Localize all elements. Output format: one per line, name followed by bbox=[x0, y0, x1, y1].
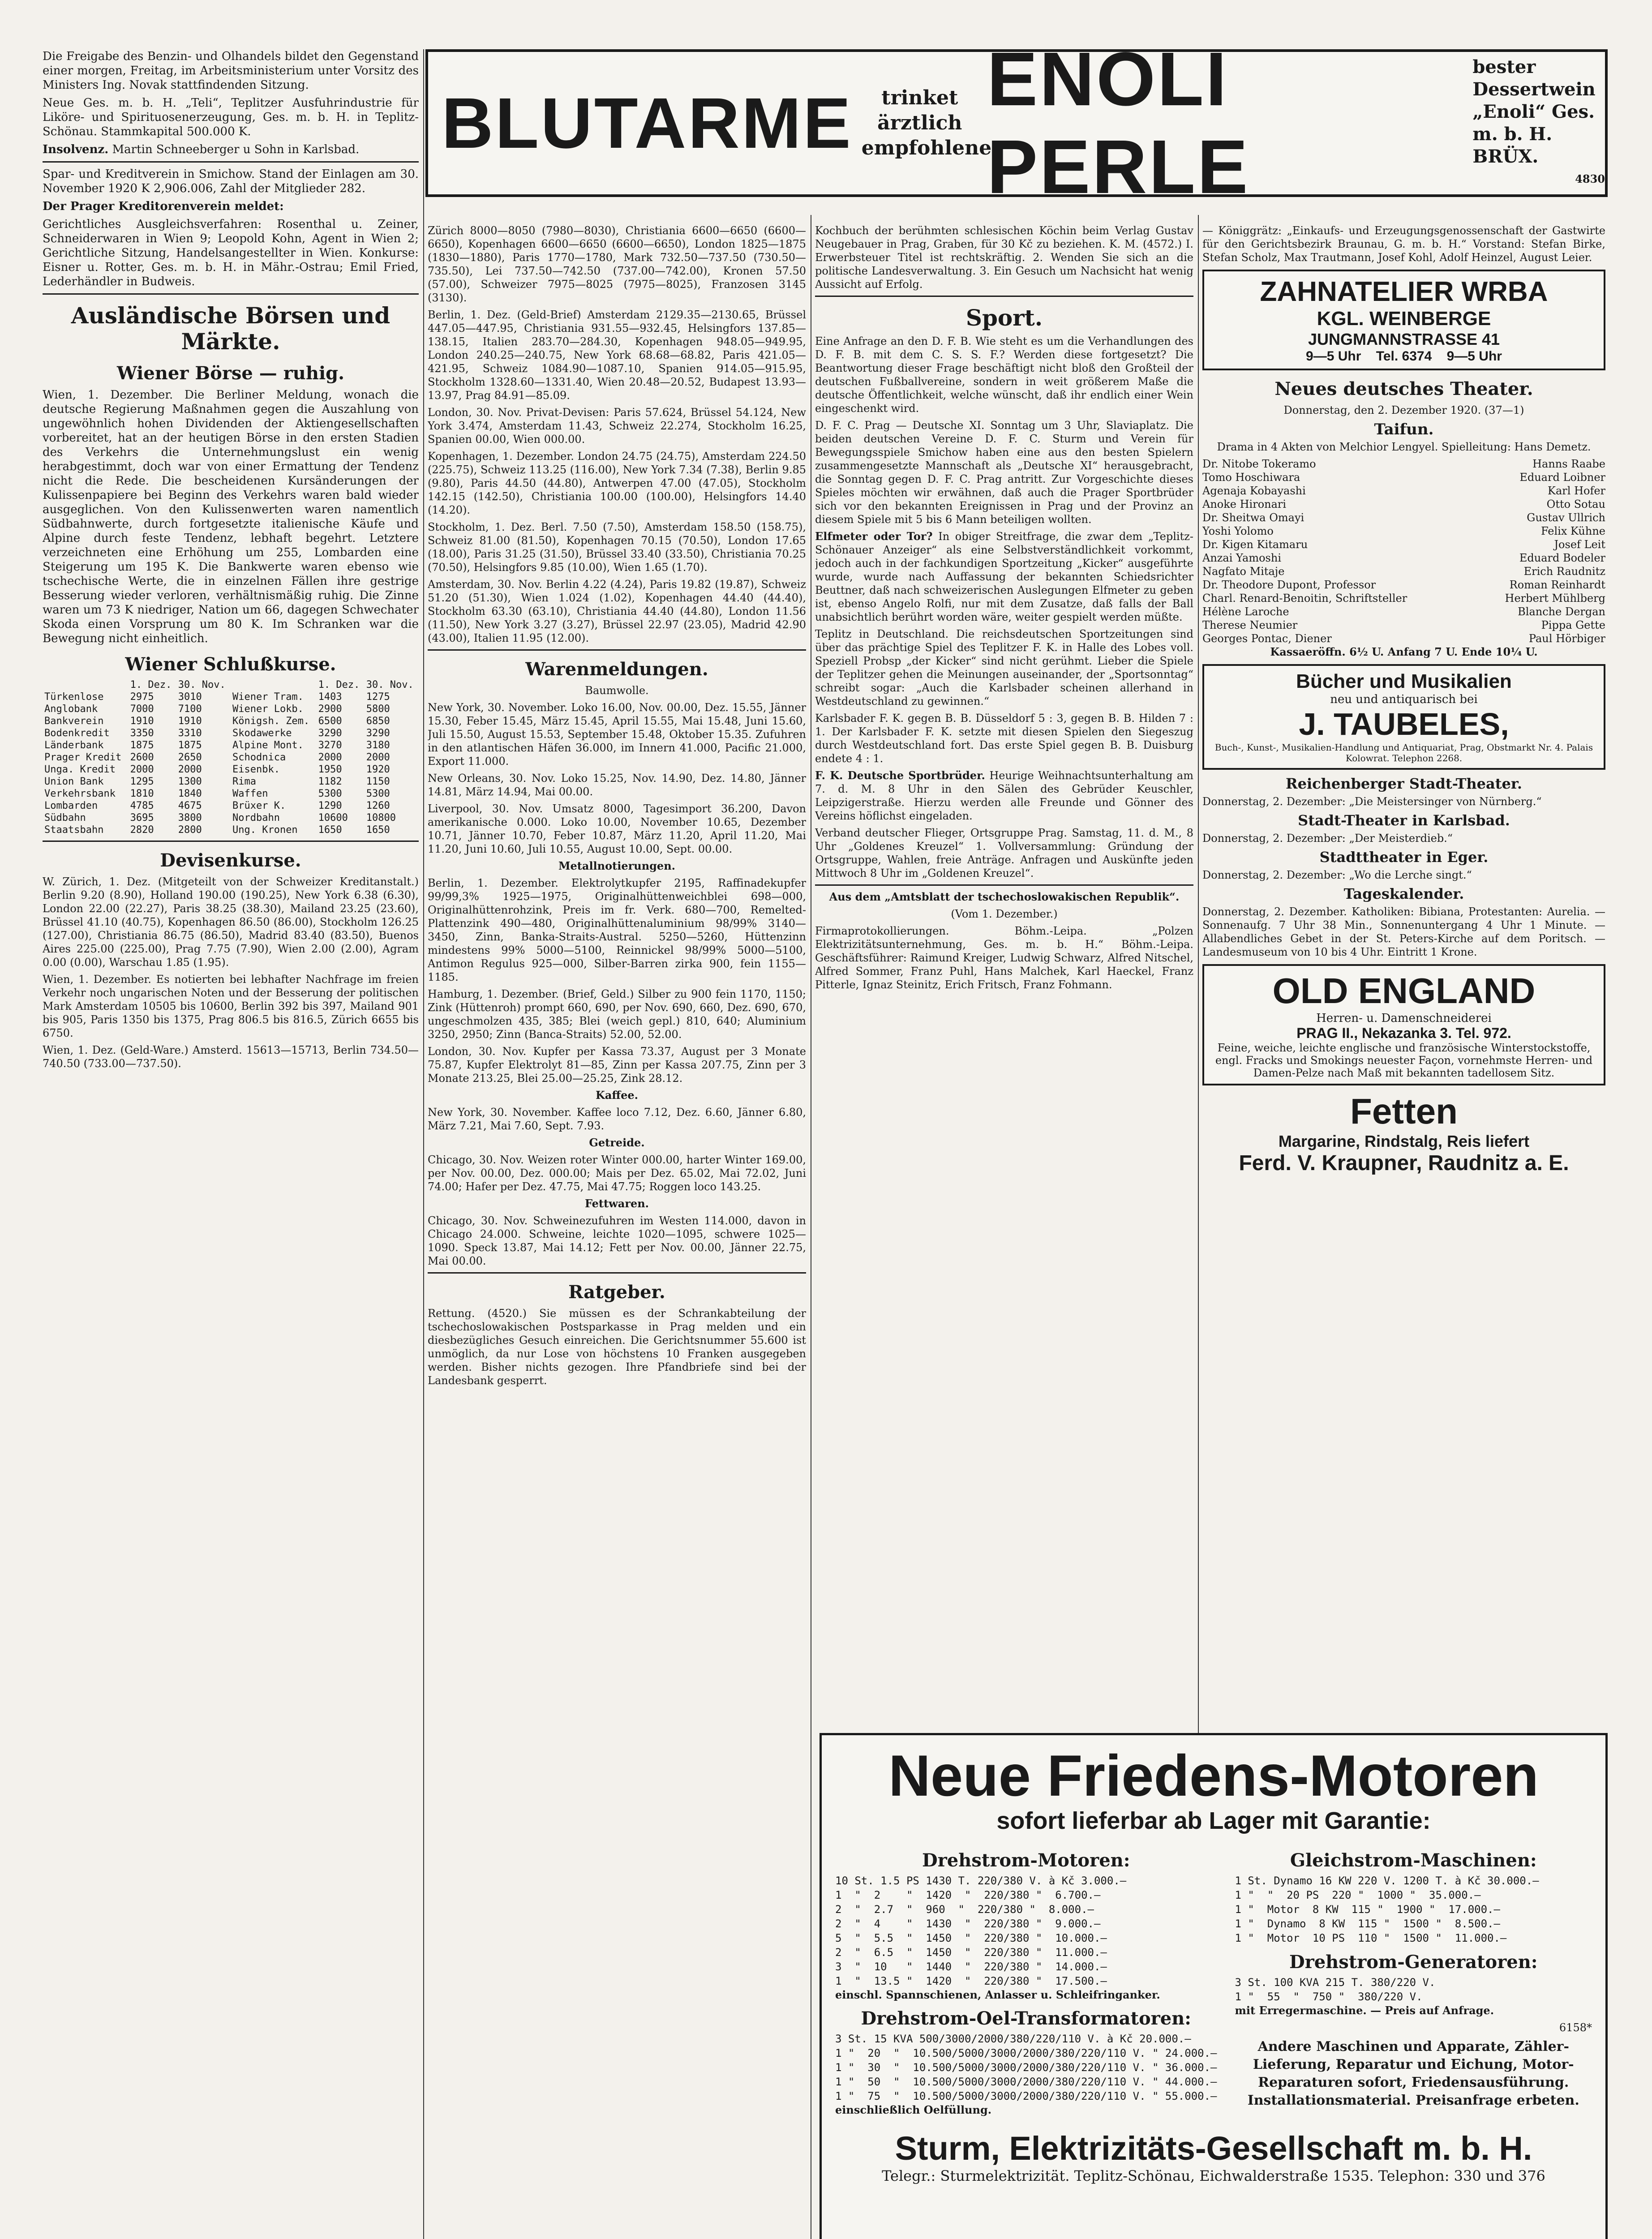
table-cell: Länderbank bbox=[44, 740, 104, 751]
fett-paragraph: Chicago, 30. Nov. Schweinezufuhren im Westen 114.000, davon in Chicago 24.000. Schweine, leichte 1020—1095, schwere 1025—1090. Speck 13.87, Mai 14.12; Fett per Nov. 00.00, Jänner 22.75, Mai 00.00. bbox=[428, 1214, 806, 1267]
cast-actor: Blanche Dergan bbox=[1518, 605, 1605, 618]
table-cell: Wiener Lokb. bbox=[232, 703, 304, 715]
table-cell: Alpine Mont. bbox=[232, 740, 304, 751]
cast-row bbox=[1202, 605, 1605, 618]
table-cell: 1260 bbox=[366, 800, 390, 811]
table-cell: Wiener Tram. bbox=[232, 691, 304, 703]
eilmeter-text: In obiger Streitfrage, die zwar dem „Teplitz-Schönauer Anzeiger“ als eine Selbstverständlichkeit vorkommt, jedoch auch in der fachkundigen Sportzeitung „Kicker“ ausgeführte wurde, wurde nach Auffassung der bekannten Schiedsrichter Beuttner, daß nach schweizerischen Auslegungen Elfmeter zu geben ist, ebenso Angelo Rolfi, nur mit dem Zusatze, daß falls der Ball unabsichtlich berührt worden wäre, weiter gespielt werden müßte. bbox=[815, 530, 1193, 623]
cast-row bbox=[1202, 538, 1605, 551]
table-cell: 1875 bbox=[130, 740, 154, 751]
motor-firm-addr: Telegr.: Sturmelektrizität. Teplitz-Schönau, Eichwalderstraße 1535. Telephon: 330 und 376 bbox=[882, 2167, 1545, 2184]
banner-word-blutarme: BLUTARME bbox=[442, 83, 853, 163]
list-item: 1 " 30 " 10.500/5000/3000/2000/380/220/110 V. " 36.000.— bbox=[835, 2061, 1217, 2074]
divider bbox=[428, 1272, 806, 1274]
table-cell: 2000 bbox=[318, 752, 342, 763]
zahn-hours: 9—5 Uhr Tel. 6374 9—5 Uhr bbox=[1306, 349, 1502, 364]
cast-actor: Eduard Bodeler bbox=[1519, 552, 1605, 564]
wien-paragraph: Wien, 1. Dezember. Die Berliner Meldung, wonach die deutsche Regierung Maßnahmen gegen die Auszahlung von ungewöhnlich hohen Dividenden der Aktiengesellschaften vorbereitet, hat an der heutigen Börse in den ersten Stadien des Verkehrs die Unternehmungslust ein wenig herabgestimmt, doch war von einer Ermattung der Tendenz nicht die Rede. Die bescheidenen Kursänderungen der Kulissenpapiere bei Beginn des Verkehrs waren bald wieder ausgeglichen. Von den Kulissenwerten waren namentlich Südbahnwerte, durch fortgesetzte italienische Käufe und Alpine durch feste Tendenz, lebhaft begehrt. Letztere verzeichneten eine Erhöhung um 255, Lombarden eine Steigerung um 195 K. Die Bankwerte waren ebenso wie tschechische Werte, die in einzelnen Fällen ihre gestrige Besserung wieder verloren, verhältnismäßig ruhig. Die Zinne waren um 73 K niedriger, Nation um 66, dagegen Schwechater Skoda einen Vorsprung um 80 K. Im Schranken war die Bewegung nicht einheitlich. bbox=[43, 388, 419, 645]
kb-title: Stadt-Theater in Karlsbad. bbox=[1298, 812, 1510, 829]
amtsblatt-title: Aus dem „Amtsblatt der tschechoslowakischen Republik“. bbox=[829, 890, 1180, 903]
theater-foot: Kassaeröffn. 6½ U. Anfang 7 U. Ende 10¼ U. bbox=[1270, 645, 1538, 658]
table-row bbox=[43, 824, 419, 836]
firms-paragraph: Neue Ges. m. b. H. „Teli“, Teplitzer Ausfuhrindustrie für Liköre- und Spirituosenerzeugung, Ges. m. b. H. in Teplitz-Schönau. Stammkapital 500.000 K. bbox=[43, 96, 419, 138]
table-cell: 2650 bbox=[178, 752, 202, 763]
table-cell: Brüxer K. bbox=[232, 800, 286, 811]
table-cell: Schodnica bbox=[232, 752, 286, 763]
theater-sub: Drama in 4 Akten von Melchior Lengyel. Spielleitung: Hans Demetz. bbox=[1217, 441, 1591, 453]
sport-title: Sport. bbox=[965, 305, 1043, 331]
column-1 bbox=[43, 49, 419, 1074]
cast-role: Dr. Kigen Kitamaru bbox=[1202, 538, 1308, 551]
theater-title: Neues deutsches Theater. bbox=[1274, 378, 1533, 399]
list-item: 1 " Motor 8 KW 115 " 1900 " 17.000.— bbox=[1235, 1903, 1500, 1916]
wien2-paragraph: Wien, 1. Dezember. Es notierten bei lebhafter Nachfrage im freien Verkehr noch ungarischen Noten und der Besserung der politischen Mark Amsterdam 10505 bis 10600, Berlin 392 bis 397, Mailand 901 bis 905, Paris 1350 bis 1375, Prag 806.5 bis 816.5, Zürich 6655 bis 6750. bbox=[43, 973, 419, 1039]
cast-row bbox=[1202, 471, 1605, 484]
table-cell: Bodenkredit bbox=[44, 728, 110, 739]
cast-actor: Eduard Loibner bbox=[1519, 471, 1605, 484]
verband-paragraph: Verband deutscher Flieger, Ortsgruppe Prag. Samstag, 11. d. M., 8 Uhr „Goldenes Kreuzel“ 1. Vollversammlung: Gründung der Ortsgruppe, Wahlen, freie Anträge. Anfragen und Auskünfte jeden Mittwoch 8 Uhr im „Goldenen Kreuzel“. bbox=[815, 827, 1193, 879]
table-cell: Südbahn bbox=[44, 812, 86, 824]
table-cell: 1840 bbox=[178, 788, 202, 799]
cast-actor: Hanns Raabe bbox=[1532, 458, 1605, 470]
amsterdam-paragraph: Amsterdam, 30. Nov. Berlin 4.22 (4.24), Paris 19.82 (19.87), Schweiz 51.20 (51.30), Wien 1.024 (1.02), Kopenhagen 44.40 (44.40), Stockholm 63.30 (63.10), Christiania 44.40 (44.80), London 11.56 (11.50), New York 3.27 (3.27), Brüssel 22.97 (23.05), Madrid 42.90 (43.00), Italien 11.95 (12.00). bbox=[428, 578, 806, 644]
cast-actor: Gustav Ullrich bbox=[1527, 511, 1605, 524]
schluss-title: Wiener Schlußkurse. bbox=[125, 654, 336, 675]
buch-name: J. TAUBELES, bbox=[1299, 707, 1509, 742]
list-item: 1 " 55 " 750 " 380/220 V. bbox=[1235, 1990, 1423, 2003]
table-header bbox=[43, 679, 419, 691]
oe-title: OLD ENGLAND bbox=[1272, 971, 1536, 1011]
old-england-ad bbox=[1202, 964, 1605, 1085]
table-cell: Staatsbahn bbox=[44, 824, 104, 836]
table-row bbox=[43, 812, 419, 824]
table-cell: 1910 bbox=[178, 716, 202, 727]
rb-text: Donnerstag, 2. Dezember: „Die Meistersinger von Nürnberg.“ bbox=[1202, 795, 1542, 808]
table-cell: 2820 bbox=[130, 824, 154, 836]
table-row bbox=[43, 727, 419, 739]
list-item: 1 " 75 " 10.500/5000/3000/2000/380/220/110 V. " 55.000.— bbox=[835, 2090, 1217, 2102]
table-cell: 1920 bbox=[366, 764, 390, 775]
table-cell: 3180 bbox=[366, 740, 390, 751]
table-cell: 1403 bbox=[318, 691, 342, 703]
cast-row bbox=[1202, 618, 1605, 632]
taubeles-ad bbox=[1202, 664, 1605, 770]
insolvency-head: Insolvenz. bbox=[43, 143, 109, 156]
theater-play: Taifun. bbox=[1374, 420, 1434, 438]
metall-title: Metallnotierungen. bbox=[558, 859, 676, 872]
cast-row bbox=[1202, 511, 1605, 524]
kg-paragraph: — Königgrätz: „Einkaufs- und Erzeugungsgenossenschaft der Gastwirte für den Gerichtsbezirk Braunau, G. m. b. H.“ Vorstand: Stefan Birke, Stefan Scholz, Max Trautmann, Josef Kohl, Adolf Heinzel, August Leier. bbox=[1202, 224, 1605, 264]
cast-role: Dr. Sheitwa Omayi bbox=[1202, 511, 1304, 524]
tk-title: Tageskalender. bbox=[1343, 885, 1464, 902]
column-2 bbox=[428, 224, 806, 1391]
kb-text: Donnerstag, 2. Dezember: „Der Meisterdieb.“ bbox=[1202, 832, 1453, 845]
hamburg-paragraph: Hamburg, 1. Dezember. (Brief, Geld.) Silber zu 900 fein 1170, 1150; Zink (Hüttenroh) prompt 660, 690, per Nov. 690, 660, Dez. 690, 670, ungeschmolzen 435, 385; Blei (weich gepl.) 810, 640; Aluminium 3250, 2950; Zinn (Banca-Straits) 52.00, 52.00. bbox=[428, 988, 806, 1041]
trafo-note: einschließlich Oelfüllung. bbox=[835, 2103, 992, 2116]
neworleans-paragraph: New Orleans, 30. Nov. Loko 15.25, Nov. 14.90, Dez. 14.80, Jänner 14.81, März 14.94, Mai 00.00. bbox=[428, 772, 806, 798]
table-cell: 5800 bbox=[366, 703, 390, 715]
table-cell: 1275 bbox=[366, 691, 390, 703]
kopenhagen-paragraph: Kopenhagen, 1. Dezember. London 24.75 (24.75), Amsterdam 224.50 (225.75), Schweiz 113.25 (116.00), New York 7.34 (7.38), Berlin 9.85 (9.80), Paris 44.50 (44.80), Antwerpen 47.00 (47.05), Stockholm 142.15 (142.50), Christiania 100.00 (100.00), Helsingfors 14.40 (14.20). bbox=[428, 450, 806, 516]
cast-actor: Pippa Gette bbox=[1541, 619, 1605, 631]
london-paragraph: London, 30. Nov. Privat-Devisen: Paris 57.624, Brüssel 54.124, New York 3.474, Amsterdam 11.43, Schweiz 22.274, Stockholm 16.25, Spanien 00.00, Wien 000.00. bbox=[428, 406, 806, 446]
rb-title: Reichenberger Stadt-Theater. bbox=[1286, 775, 1522, 792]
schluss-body bbox=[43, 691, 419, 836]
list-item: 1 " 13.5 " 1420 " 220/380 " 17.500.— bbox=[835, 1975, 1107, 1987]
cast-role: Hélène Laroche bbox=[1202, 605, 1289, 618]
london2-paragraph: London, 30. Nov. Kupfer per Kassa 73.37, August per 3 Monate 75.87, Kupfer Elektrolyt 81—85, Zinn per Kassa 207.75, Zinn per 3 Monate 213.25, Blei 25.00—25.25, Zink 28.12. bbox=[428, 1045, 806, 1085]
table-cell: Ung. Kronen bbox=[232, 824, 298, 836]
gleich-title: Gleichstrom-Maschinen: bbox=[1290, 1850, 1537, 1871]
kredit-head: Der Prager Kreditorenverein meldet: bbox=[43, 200, 284, 213]
banner-code: 4830 bbox=[1575, 172, 1605, 185]
table-row bbox=[43, 715, 419, 727]
intro-paragraph: Die Freigabe des Benzin- und Olhandels bildet den Gegenstand einer morgen, Freitag, im Arbeitsministerium unter Vorsitz des Ministers Ing. Novak stattfindenden Sitzung. bbox=[43, 50, 419, 92]
oe-addr: PRAG II., Nekazanka 3. Tel. 972. bbox=[1296, 1025, 1511, 1041]
cast-role: Dr. Nitobe Tokeramo bbox=[1202, 458, 1316, 470]
divider bbox=[428, 649, 806, 651]
eg-text: Donnerstag, 2. Dezember: „Wo die Lerche singt.“ bbox=[1202, 869, 1472, 881]
cast-role: Georges Pontac, Diener bbox=[1202, 632, 1332, 645]
table-row bbox=[43, 776, 419, 788]
table-cell: 3010 bbox=[178, 691, 202, 703]
table-cell: Lombarden bbox=[44, 800, 98, 811]
enoli-banner-ad bbox=[425, 37, 1608, 210]
banner-word-enoli: ENOLI PERLE bbox=[987, 37, 1250, 210]
cast-role: Yoshi Yolomo bbox=[1202, 525, 1274, 537]
cast-role: Therese Neumier bbox=[1202, 619, 1298, 631]
cast-row bbox=[1202, 578, 1605, 592]
buch-title: Bücher und Musikalien bbox=[1296, 670, 1512, 692]
list-item: 10 St. 1.5 PS 1430 T. 220/380 V. à Kč 3.000.— bbox=[835, 1874, 1127, 1887]
table-cell: Anglobank bbox=[44, 703, 98, 715]
table-cell: 1290 bbox=[318, 800, 342, 811]
liverpool-paragraph: Liverpool, 30. Nov. Umsatz 8000, Tagesimport 36.200, Davon amerikanische 0.000. Loko 10.00, November 10.65, Dezember 10.71, Jänner 10.70, Feber 10.87, März 11.20, April 11.20, Mai 11.20, Juni 10.60, Juli 10.55, August 10.00, Sept. 00.00. bbox=[428, 802, 806, 855]
dreh-list bbox=[835, 1874, 1217, 1988]
wien-title: Wiener Börse — ruhig. bbox=[116, 363, 345, 384]
cast-row bbox=[1202, 565, 1605, 578]
table-cell: Bankverein bbox=[44, 716, 104, 727]
table-cell: 3290 bbox=[366, 728, 390, 739]
list-item: 1 St. Dynamo 16 KW 220 V. 1200 T. à Kč 30.000.— bbox=[1235, 1874, 1539, 1887]
table-cell: Prager Kredit bbox=[44, 752, 122, 763]
table-cell: 3270 bbox=[318, 740, 342, 751]
cast-actor: Roman Reinhardt bbox=[1509, 579, 1605, 591]
th: 1. Dez. bbox=[130, 679, 172, 691]
table-cell: 3310 bbox=[178, 728, 202, 739]
fk-paragraph bbox=[815, 769, 1193, 823]
cast-role: Tomo Hoschiwara bbox=[1202, 471, 1300, 484]
column-rule-1 bbox=[423, 49, 424, 2239]
list-item: 1 " 20 " 10.500/5000/3000/2000/380/220/110 V. " 24.000.— bbox=[835, 2047, 1217, 2059]
fk-text: Heurige Weihnachtsunterhaltung am 7. d. M. 8 Uhr in den Sälen des Gebrüder Keuschler, Leipzigerstraße. Hierzu werden alle Freunde und Gönner des Vereins höflichst eingeladen. bbox=[815, 769, 1193, 822]
cast-actor: Otto Sotau bbox=[1546, 498, 1605, 510]
getreide-title: Getreide. bbox=[589, 1136, 645, 1149]
column-4 bbox=[1202, 224, 1605, 1724]
table-cell: 2000 bbox=[130, 764, 154, 775]
spar-paragraph: Spar- und Kreditverein in Smichow. Stand der Einlagen am 30. November 1920 K 2,906.006, Zahl der Mitglieder 282. bbox=[43, 167, 419, 195]
table-cell: 2000 bbox=[366, 752, 390, 763]
table-cell: 2800 bbox=[178, 824, 202, 836]
table-row bbox=[43, 788, 419, 800]
divider bbox=[43, 161, 419, 163]
waren-sub: Baumwolle. bbox=[585, 684, 649, 697]
amtsblatt-date: (Vom 1. Dezember.) bbox=[951, 908, 1058, 920]
list-item: 3 St. 15 KVA 500/3000/2000/380/220/110 V. à Kč 20.000.— bbox=[835, 2033, 1191, 2045]
list-item: 5 " 5.5 " 1450 " 220/380 " 10.000.— bbox=[835, 1932, 1107, 1944]
table-cell: 7100 bbox=[178, 703, 202, 715]
stockholm-paragraph: Stockholm, 1. Dez. Berl. 7.50 (7.50), Amsterdam 158.50 (158.75), Schweiz 81.00 (81.50), Kopenhagen 70.15 (70.50), London 17.65 (18.00), Paris 31.25 (31.50), Brüssel 33.40 (33.50), Christiania 70.25 (70.50), Helsingfors 9.85 (10.00), Wien 1.65 (1.70). bbox=[428, 521, 806, 574]
motor-left-column bbox=[835, 1844, 1217, 2120]
cast-role: Dr. Theodore Dupont, Professor bbox=[1202, 579, 1376, 591]
kaffee-paragraph: New York, 30. November. Kaffee loco 7.12, Dez. 6.60, Jänner 6.80, März 7.21, Mai 7.60, Sept. 7.93. bbox=[428, 1106, 806, 1132]
waren-title: Warenmeldungen. bbox=[525, 659, 708, 680]
th bbox=[43, 679, 129, 691]
motor-subtitle: sofort lieferbar ab Lager mit Garantie: bbox=[996, 1807, 1431, 1834]
devisen-title: Devisenkurse. bbox=[160, 850, 301, 871]
table-cell: 1810 bbox=[130, 788, 154, 799]
table-cell: Union Bank bbox=[44, 776, 104, 787]
cast-row bbox=[1202, 498, 1605, 511]
column-3 bbox=[815, 224, 1193, 1724]
table-row bbox=[43, 739, 419, 751]
table-cell: 3800 bbox=[178, 812, 202, 824]
sport2-paragraph: D. F. C. Prag — Deutsche XI. Sonntag um 3 Uhr, Slaviaplatz. Die beiden deutschen Vereine D. F. C. Sturm und Verein für Bewegungsspiele Smichow haben eine aus den besten Spielern zusammengesetzte Mannschaft als „Deutsche XI“ herausgebracht, die Sonntag gegen D. F. C. Prag antritt. Zur Vorgeschichte dieses Spieles möchten wir erwähnen, daß auch die Prager Sportbrüder sich vor den bekannten Ereignissen in Prag und der Provinz an diesem Spiele mit 5 bis 6 Mann beteiligen wollten. bbox=[815, 419, 1193, 526]
table-cell: 3695 bbox=[130, 812, 154, 824]
table-cell: Türkenlose bbox=[44, 691, 104, 703]
cast-row bbox=[1202, 524, 1605, 538]
list-item: 3 St. 100 KVA 215 T. 380/220 V. bbox=[1235, 1976, 1436, 1989]
table-cell: 1295 bbox=[130, 776, 154, 787]
cast-row bbox=[1202, 551, 1605, 565]
table-cell: Königsh. Zem. bbox=[232, 716, 310, 727]
motor-code: 6158* bbox=[1559, 2021, 1592, 2034]
th bbox=[231, 679, 317, 691]
boersen-paragraph: Zürich 8000—8050 (7980—8030), Christiania 6600—6650 (6600—6650), Kopenhagen 6600—6650 (6600—6650), London 1825—1875 (1830—1880), Paris 1770—1780, Mark 732.50—737.50 (730.50—735.50), Lei 737.50—742.50 (737.00—742.00), Kronen 57.50 (57.00), Schweizer 7975—8025 (7975—8025), Franzosen 3145 (3130). bbox=[428, 224, 806, 304]
table-cell: 2975 bbox=[130, 691, 154, 703]
dreh-note: einschl. Spannschienen, Anlasser u. Schleifringanker. bbox=[835, 1988, 1160, 2001]
theater-date: Donnerstag, den 2. Dezember 1920. (37—1) bbox=[1283, 404, 1524, 416]
insolvency-text: Martin Schneeberger u Sohn in Karlsbad. bbox=[112, 143, 360, 156]
list-item: 2 " 2.7 " 960 " 220/380 " 8.000.— bbox=[835, 1903, 1094, 1916]
wien3-paragraph: Wien, 1. Dez. (Geld-Ware.) Amsterd. 15613—15713, Berlin 734.50—740.50 (733.00—737.50). bbox=[43, 1044, 419, 1070]
th: 1. Dez. bbox=[318, 679, 360, 691]
table-cell: 4675 bbox=[178, 800, 202, 811]
cast-role: Anzai Yamoshi bbox=[1202, 552, 1281, 564]
table-cell: 10600 bbox=[318, 812, 348, 824]
table-cell: 6500 bbox=[318, 716, 342, 727]
list-item: 2 " 4 " 1430 " 220/380 " 9.000.— bbox=[835, 1917, 1101, 1930]
cast-list bbox=[1202, 457, 1605, 645]
motor-title: Neue Friedens-Motoren bbox=[888, 1743, 1539, 1808]
schluss-table bbox=[43, 679, 419, 836]
banner-right-text bbox=[1472, 56, 1605, 190]
table-cell: 10800 bbox=[366, 812, 396, 824]
eilmeter-title: Elfmeter oder Tor? bbox=[815, 530, 933, 543]
table-row bbox=[43, 751, 419, 763]
amtsblatt-paragraph: Firmaprotokollierungen. Böhm.-Leipa. „Polzen Elektrizitätsunternehmung, Ges. m. b. H.“ Böhm.-Leipa. Geschäftsführer: Raimund Kreiger, Ludwig Schwarz, Alfred Nitschel, Alfred Sommer, Franz Puhl, Hans Malchek, Karl Haeckel, Franz Pitterle, Ignaz Steinitz, Erich Fritsch, Franz Fohmann. bbox=[815, 925, 1193, 991]
divider bbox=[43, 841, 419, 842]
karlsbad-paragraph: Karlsbader F. K. gegen B. B. Düsseldorf 5 : 3, gegen B. B. Hilden 7 : 1. Der Karlsbader F. K. setzte mit diesen Spielen den Siegeszug durch Westdeutschland fort. Das erste Spiel gegen B. B. Duisburg endete 4 : 1. bbox=[815, 712, 1193, 765]
trafo-title: Drehstrom-Oel-Transformatoren: bbox=[861, 2008, 1192, 2029]
cast-row bbox=[1202, 457, 1605, 471]
table-cell: 4785 bbox=[130, 800, 154, 811]
table-cell: 1650 bbox=[318, 824, 342, 836]
banner-right-label: bester Dessertwein „Enoli“ Ges. m. b. H. BRÜX. bbox=[1472, 56, 1596, 167]
fetten-ad bbox=[1202, 1091, 1605, 1175]
roman-paragraph: Kochbuch der berühmten schlesischen Köchin beim Verlag Gustav Neugebauer in Prag, Graben, für 30 Kč zu beziehen. K. M. (4572.) I. Erwerbsteuer Titel ist rechtskräftig. 2. Wenden Sie sich an die politische Landesverwaltung. 3. Ein Gesuch um Nachsicht hat wenig Aussicht auf Erfolg. bbox=[815, 224, 1193, 291]
dreh-title: Drehstrom-Motoren: bbox=[922, 1850, 1130, 1871]
zahnatelier-ad bbox=[1202, 270, 1605, 370]
table-cell: 3350 bbox=[130, 728, 154, 739]
ratgeber-paragraph: Rettung. (4520.) Sie müssen es der Schrankabteilung der tschechoslowakischen Postsparkasse in Prag melden und ein diesbezügliches Gesuch einreichen. Die Gerichtsnummer 55.600 ist unmöglich, da nur Lose von höchstens 10 Franken ausgegeben werden. Bisher nichts gezogen. Ihre Pfandbriefe sind bei der Landesbank gesperrt. bbox=[428, 1307, 806, 1387]
table-row bbox=[43, 800, 419, 812]
trafo-list bbox=[835, 2032, 1217, 2103]
sport1-paragraph: Eine Anfrage an den D. F. B. Wie steht es um die Verhandlungen des D. F. B. mit dem C. S. S. F.? Werden diese fortgesetzt? Die Beantwortung dieser Frage beschäftigt nicht bloß den Großteil der deutschen Fußballvereine, sondern in weit größerem Maße die deutsche Öffentlichkeit, welche wünscht, daß ihr endlich einer Wein eingeschenkt wird. bbox=[815, 335, 1193, 415]
cast-actor: Herbert Mühlberg bbox=[1505, 592, 1605, 605]
cast-row bbox=[1202, 484, 1605, 498]
fett-title: Fettwaren. bbox=[584, 1197, 649, 1210]
table-cell: 2600 bbox=[130, 752, 154, 763]
fett-line: Margarine, Rindstalg, Reis liefert bbox=[1278, 1132, 1530, 1150]
table-cell: 7000 bbox=[130, 703, 154, 715]
table-cell: 1182 bbox=[318, 776, 342, 787]
buch-addr: Buch-, Kunst-, Musikalien-Handlung und Antiquariat, Prag, Obstmarkt Nr. 4. Palais Kolowrat. Telephon 2268. bbox=[1214, 742, 1593, 763]
table-cell: 6850 bbox=[366, 716, 390, 727]
insolvency-paragraph bbox=[43, 142, 419, 157]
motor-firm: Sturm, Elektrizitäts-Gesellschaft m. b. H. bbox=[895, 2130, 1532, 2167]
ratgeber-title: Ratgeber. bbox=[568, 1282, 665, 1303]
friedens-motoren-ad bbox=[820, 1733, 1608, 2239]
divider bbox=[815, 884, 1193, 886]
eg-title: Stadttheater in Eger. bbox=[1319, 849, 1489, 866]
kaffee-title: Kaffee. bbox=[595, 1089, 638, 1102]
table-cell: Eisenbk. bbox=[232, 764, 280, 775]
th: 30. Nov. bbox=[366, 679, 414, 691]
table-cell: 3290 bbox=[318, 728, 342, 739]
table-cell: Waffen bbox=[232, 788, 268, 799]
newyork-paragraph: New York, 30. November. Loko 16.00, Nov. 00.00, Dez. 15.55, Jänner 15.30, Feber 15.45, März 15.45, April 15.55, Mai 15.48, Juni 15.60, Juli 15.50, August 15.53, September 15.48, Oktober 15.35. Zufuhren in den atlantischen Häfen 36.000, im Innern 41.000, Pacific 21.000, Export 11.000. bbox=[428, 701, 806, 768]
motor-services: Andere Maschinen und Apparate, Zähler-Lieferung, Reparatur und Eichung, Motor-Reparaturen sofort, Friedensausführung. Installationsmaterial. Preisanfrage erbeten. bbox=[1247, 2039, 1579, 2108]
gen-list bbox=[1235, 1975, 1592, 2004]
cast-row bbox=[1202, 592, 1605, 605]
list-item: 1 " 2 " 1420 " 220/380 " 6.700.— bbox=[835, 1889, 1101, 1901]
oe-sub: Herren- u. Damenschneiderei bbox=[1316, 1012, 1492, 1025]
cast-row bbox=[1202, 632, 1605, 645]
cast-actor: Josef Leit bbox=[1554, 538, 1605, 551]
list-item: 1 " Dynamo 8 KW 115 " 1500 " 8.500.— bbox=[1235, 1917, 1500, 1930]
table-cell: 2000 bbox=[178, 764, 202, 775]
eilmeter-paragraph bbox=[815, 530, 1193, 624]
getreide-paragraph: Chicago, 30. Nov. Weizen roter Winter 000.00, harter Winter 169.00, per Nov. 00.00, Dez. 000.00; Mais per Dez. 65.02, Mai 72.02, Juni 74.00; Hafer per Dez. 47.75, Mai 47.75; Roggen loco 143.25. bbox=[428, 1154, 806, 1193]
table-cell: 1875 bbox=[178, 740, 202, 751]
divider bbox=[815, 296, 1193, 297]
table-cell: 1910 bbox=[130, 716, 154, 727]
zahn-name: ZAHNATELIER WRBA bbox=[1260, 276, 1548, 307]
th: 30. Nov. bbox=[178, 679, 226, 691]
table-cell: Nordbahn bbox=[232, 812, 280, 824]
list-item: 1 " " 20 PS 220 " 1000 " 35.000.— bbox=[1235, 1889, 1481, 1901]
gen-note: mit Erregermaschine. — Preis auf Anfrage. bbox=[1235, 2004, 1494, 2017]
table-cell: 5300 bbox=[366, 788, 390, 799]
cast-role: Charl. Renard-Benoitin, Schriftsteller bbox=[1202, 592, 1407, 605]
table-cell: 1650 bbox=[366, 824, 390, 836]
divider bbox=[43, 293, 419, 295]
cast-actor: Paul Hörbiger bbox=[1528, 632, 1605, 645]
fk-title: F. K. Deutsche Sportbrüder. bbox=[815, 769, 985, 782]
motor-right-column bbox=[1235, 1844, 1592, 2120]
metall-paragraph: Berlin, 1. Dezember. Elektrolytkupfer 2195, Raffinadekupfer 99/99,3% 1925—1975, Originalhüttenweichblei 698—000, Originalhüttenrohzink, Preis im fr. Verk. 680—700, Remelted-Plattenzink 490—480, Originalhüttenaluminium 98/99% 3140—3450, Zinn, Banka-Straits-Austral. 5250—5260, Hüttenzinn mindestens 99% 5000—5100, Reinnickel 98/99% 5000—5100, Antimon Regulus 925—000, Silber-Barren zirka 900, fein 1155—1185. bbox=[428, 877, 806, 983]
cast-role: Nagfato Mitaje bbox=[1202, 565, 1285, 578]
devisen-paragraph: W. Zürich, 1. Dez. (Mitgeteilt von der Schweizer Kreditanstalt.) Berlin 9.20 (8.90), Holland 190.00 (190.25), New York 6.38 (6.30), London 22.00 (22.27), Paris 38.25 (38.30), Mailand 23.25 (23.60), Brüssel 41.10 (40.75), Kopenhagen 86.50 (86.00), Stockholm 126.25 (127.00), Christiania 86.75 (86.50), Madrid 83.40 (83.50), Buenos Aires 225.00 (225.00), Prag 7.75 (7.90), Wien 2.00 (2.00), Agram 0.00 (0.00), Warschau 1.85 (1.95). bbox=[43, 875, 419, 969]
fett-big: Fetten bbox=[1350, 1091, 1458, 1131]
gen-title: Drehstrom-Generatoren: bbox=[1289, 1952, 1538, 1973]
table-cell: Verkehrsbank bbox=[44, 788, 116, 799]
teplitz-paragraph: Teplitz in Deutschland. Die reichsdeutschen Sportzeitungen sind über das prächtige Spiel des Teplitzer F. K. in Halle des Lobes voll. Speziell Probsp „der Kicker“ sind nicht gerühmt. Lieber die Spiele der Teplitzer gehen die Meinungen auseinander, der „Sportsonntag“ schreibt sogar: „Auch die Karlsbader scheinen allerhand in Westdeutschland zu gewinnen.“ bbox=[815, 628, 1193, 708]
cast-actor: Karl Hofer bbox=[1548, 485, 1605, 497]
section-title-boersen: Ausländische Börsen und Märkte. bbox=[71, 302, 390, 355]
zahn-addr: JUNGMANNSTRASSE 41 bbox=[1308, 330, 1500, 348]
cast-actor: Erich Raudnitz bbox=[1523, 565, 1605, 578]
tk-text: Donnerstag, 2. Dezember. Katholiken: Bibiana, Protestanten: Aurelia. — Sonnenaufg. 7 Uhr 38 Min., Sonnenuntergang 4 Uhr 1 Minute. — Allabendliches Gebet in der St. Peters-Kirche auf dem Poritsch. — Landesmuseum von 10 bis 4 Uhr. Eintritt 1 Krone. bbox=[1202, 905, 1605, 958]
list-item: 2 " 6.5 " 1450 " 220/380 " 11.000.— bbox=[835, 1946, 1107, 1959]
fett-firm: Ferd. V. Kraupner, Raudnitz a. E. bbox=[1239, 1151, 1569, 1175]
table-row bbox=[43, 703, 419, 715]
list-item: 3 " 10 " 1440 " 220/380 " 14.000.— bbox=[835, 1960, 1107, 1973]
table-row bbox=[43, 763, 419, 776]
table-row bbox=[43, 691, 419, 703]
table-cell: Rima bbox=[232, 776, 256, 787]
oe-text: Feine, weiche, leichte englische und französische Winterstockstoffe, engl. Fracks und Smokings neuester Façon, vornehmste Herren- und Damen-Pelze nach Maß mit bekannten tadellosem Sitz. bbox=[1215, 1042, 1593, 1079]
cast-actor: Felix Kühne bbox=[1540, 525, 1605, 537]
zahn-sub: KGL. WEINBERGE bbox=[1317, 308, 1491, 330]
table-cell: Unga. Kredit bbox=[44, 764, 116, 775]
berlin-paragraph: Berlin, 1. Dez. (Geld-Brief) Amsterdam 2129.35—2130.65, Brüssel 447.05—447.95, Christiania 931.55—932.45, Helsingfors 137.85—138.15, Italien 283.70—284.30, Kopenhagen 948.05—949.95, London 240.25—240.75, New York 68.68—68.82, Paris 421.05—421.95, Schweiz 1084.90—1087.10, Spanien 914.05—915.95, Stockholm 1328.60—1331.40, Wien 20.48—20.52, Budapest 13.93—13.97, Prag 84.91—85.09. bbox=[428, 309, 806, 402]
motor-columns bbox=[835, 1844, 1592, 2120]
table-cell: 5300 bbox=[318, 788, 342, 799]
kredit-paragraph: Gerichtliches Ausgleichsverfahren: Rosenthal u. Zeiner, Schneiderwaren in Wien 9; Leopold Kohn, Agent in Wien 2; Gerichtliche Sitzung, Handelsangestellter in Wien. Konkurse: Eisner u. Rotter, Ges. m. b. H. in Mähr.-Ostrau; Emil Fried, Lederhändler in Budweis. bbox=[43, 218, 419, 288]
banner-middle-text: trinket ärztlich empfohlene bbox=[861, 86, 992, 159]
table-cell: 1300 bbox=[178, 776, 202, 787]
table-cell: 1150 bbox=[366, 776, 390, 787]
buch-sub: neu und antiquarisch bei bbox=[1330, 693, 1478, 706]
list-item: 1 " Motor 10 PS 110 " 1500 " 11.000.— bbox=[1235, 1932, 1507, 1944]
list-item: 1 " 50 " 10.500/5000/3000/2000/380/220/110 V. " 44.000.— bbox=[835, 2076, 1217, 2088]
gleich-list bbox=[1235, 1874, 1592, 1945]
table-cell: 2900 bbox=[318, 703, 342, 715]
table-cell: Skodawerke bbox=[232, 728, 292, 739]
cast-role: Anoke Hironari bbox=[1202, 498, 1287, 510]
cast-role: Agenaja Kobayashi bbox=[1202, 485, 1306, 497]
table-cell: 1950 bbox=[318, 764, 342, 775]
